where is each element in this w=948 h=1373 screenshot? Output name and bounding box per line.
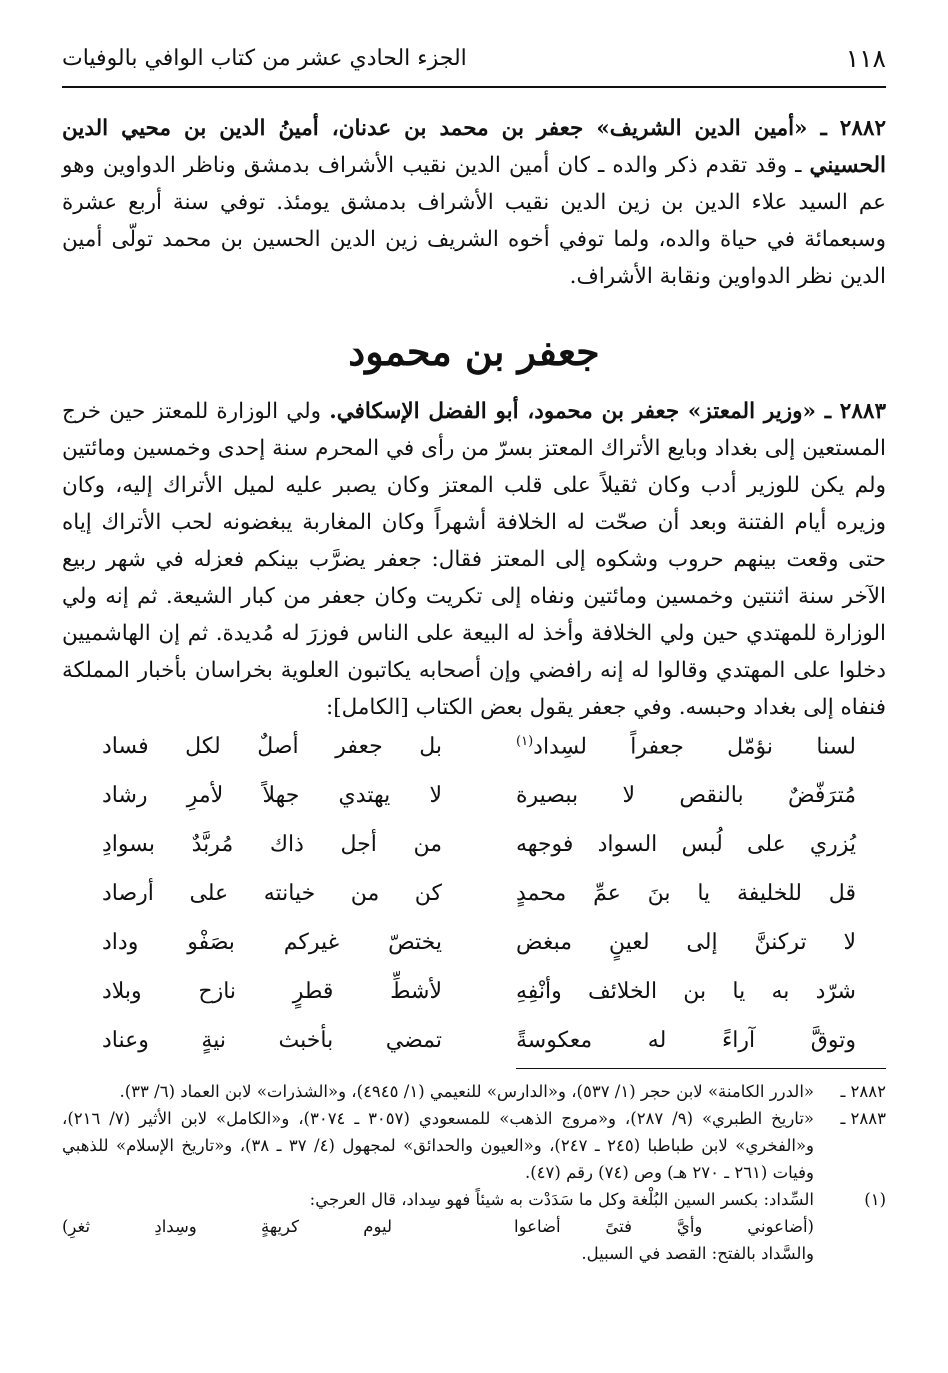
footnote-1 (62, 1186, 886, 1213)
footnote-label: (١) (864, 1190, 886, 1209)
entry-2883-number: ٢٨٨٣ (839, 399, 886, 424)
verse-second-hemistich: من أجل ذاك مُربَّدٌ بسوادِ (102, 832, 442, 857)
footnote-closing-text: والسَّداد بالفتح: القصد في السبيل. (581, 1244, 814, 1263)
verse-second-hemistich: يختصّ غيركم بصَفْو وداد (102, 930, 442, 955)
section-title: جعفر بن محمود (348, 329, 600, 374)
verse-second-hemistich: لأشطِّ قطرٍ نازح وبلاد (102, 979, 442, 1004)
poem (62, 724, 886, 1067)
footnote-verse-first: (أضاعوني وأيَّ فتىً أضاعوا (514, 1217, 814, 1236)
footnote-text: «تاريخ الطبري» (٩/ ٢٨٧)، و«مروج الذهب» للمسعودي (٣٠٥٧ ـ ٣٠٧٤)، و«الكامل» لابن الأثير (٧/ ٢١٦)، و«الفخري» لابن طباطبا (٢٤٥ ـ ٢٤٧)، و«العيون والحدائق» لمجهول (٤/ ٣٧ ـ ٣٨)، و«تاريخ الإسلام» للذهبي وفيات (٢٦١ ـ ٢٧٠ هـ) وص (٧٤) رقم (٤٧). (62, 1109, 815, 1182)
verse-second-hemistich: تمضي بأخبث نيةٍ وعناد (102, 1028, 442, 1053)
entry-2882-text: ـ وقد تقدم ذكر والده ـ كان أمين الدين نقيب الأشراف بدمشق وناظر الدواوين وهو عم السيد علاء الدين بن زين الدين نقيب الأشراف بدمشق يومئذ. توفي سنة أربع عشرة وسبعمائة في حياة والده، ولما توفي أخوه الشريف زين الدين الحسين بن محمد تولّى أمين الدين نظر الدواوين ونقابة الأشراف. (62, 153, 886, 289)
entry-2882: ٢٨٨٢ ـ «أمين الدين الشريف» جعفر بن محمد بن عدنان، أمينُ الدين بن محيي الدين الحسيني ـ وقد تقدم ذكر والده ـ كان أمين الدين نقيب الأشراف بدمشق وناظر الدواوين وهو عم السيد علاء الدين بن زين الدين نقيب الأشراف بدمشق يومئذ. توفي سنة أربع عشرة وسبعمائة في حياة والده، ولما توفي أخوه الشريف زين الدين الحسين بن محمد تولّى أمين الدين نظر الدواوين ونقابة الأشراف. (62, 116, 886, 289)
entry-2883: ٢٨٨٣ ـ «وزير المعتز» جعفر بن محمود، أبو الفضل الإسكافي. ولي الوزارة للمعتز حين خرج المستعين إلى بغداد وبايع الأتراك المعتز بسرّ من رأى في المحرم سنة إحدى وخمسين ومائتين ولم يكن للوزير أدب وكان ثقيلاً على قلب المعتز وكان يصبر عليه لميل الأتراك إليه، وكان وزيره أيام الفتنة وبعد أن صحّت له الخلافة أشهراً وكان المغاربة يبغضونه لحب الأتراك إياه حتى وقعت بينهم حروب وشكوه إلى المعتز فقال: جعفر يضرَّب بينكم فعزله في شهر ربيع الآخر سنة اثنتين وخمسين ومائتين ونفاه إلى تكريت وكان جعفر من كبار الشيعة. ثم إنه ولي الوزارة للمهتدي حين ولي الخلافة وأخذ له البيعة على الناس فوزرَ له مُديدة. ثم إن الهاشميين دخلوا على المهتدي وقالوا له إنه رافضي وإن أصحابه يكاتبون العلوية بخراسان بأخبار المملكة فنفاه إلى بغداد وحبسه. وفي جعفر يقول بعض الكتاب [الكامل]: (62, 399, 886, 720)
header-rule (62, 86, 886, 88)
footnote-verse (62, 1213, 886, 1240)
poem-verse (62, 773, 886, 822)
footnote-closing (62, 1240, 886, 1267)
footnote-label: ٢٨٨٣ ـ (840, 1109, 886, 1128)
footnote-label: ٢٨٨٢ ـ (840, 1082, 886, 1101)
poem-verse (62, 920, 886, 969)
footnote-rule (516, 1068, 886, 1069)
page-header (62, 40, 886, 80)
footnote-verse-second: ليوم كريهةٍ وسِدادِ ثغرِ) (62, 1217, 392, 1236)
entry-2882-heading: «أمين الدين الشريف» جعفر بن محمد بن عدنان، أمينُ الدين بن محيي الدين الحسيني (62, 116, 886, 178)
verse-second-hemistich: بل جعفر أصلٌ لكل فساد (102, 734, 442, 759)
poem-verse (62, 969, 886, 1018)
verse-first-hemistich: مُترَفّضٌ بالنقص لا ببصيرة (516, 783, 856, 808)
footnote-text: «الدرر الكامنة» لابن حجر (١/ ٥٣٧)، و«الدارس» للنعيمي (١/ ٤٩٤٥)، و«الشذرات» لابن العماد (٦/ ٣٣). (119, 1082, 814, 1101)
verse-first-hemistich: شرّد به يا بن الخلائف وأنْفِهِ (516, 979, 856, 1004)
poem-verse (62, 822, 886, 871)
poem-verse (62, 1018, 886, 1067)
footnote-2883 (62, 1105, 886, 1186)
verse-second-hemistich: لا يهتدي جهلاً لأمرِ رشاد (102, 783, 442, 808)
footnote-2882 (62, 1078, 886, 1105)
footnote-ref[interactable]: (١) (516, 734, 534, 749)
verse-first-hemistich: وتوقَّ آراءً له معكوسةً (516, 1028, 856, 1053)
poem-verse (62, 871, 886, 920)
footnote-text: السِّداد: بكسر السين البُلْغة وكل ما سَدَدْت به شيئاً فهو سِداد، قال العرجي: (309, 1190, 814, 1209)
poem-verse (62, 724, 886, 773)
verse-first-hemistich: يُزري على لُبس السواد فوجهه (516, 832, 856, 857)
footnotes (62, 1078, 886, 1267)
verse-first-hemistich: لا تركننَّ إلى لعينٍ مبغض (516, 930, 856, 955)
verse-first-hemistich: قل للخليفة يا بنَ عمِّ محمدٍ (516, 881, 856, 906)
entry-2882-number: ٢٨٨٢ (839, 116, 886, 141)
verse-second-hemistich: كن من خيانته على أرصاد (102, 881, 442, 906)
verse-first-hemistich: لسنا نؤمّل جعفراً لسِداد$^{(١)}$ (516, 734, 856, 760)
entry-2883-text: ولي الوزارة للمعتز حين خرج المستعين إلى بغداد وبايع الأتراك المعتز بسرّ من رأى في المحرم سنة إحدى وخمسين ومائتين ولم يكن للوزير أدب وكان ثقيلاً على قلب المعتز وكان يصبر عليه لميل الأتراك إليه، وكان وزيره أيام الفتنة وبعد أن صحّت له الخلافة أشهراً وكان المغاربة يبغضونه لحب الأتراك إياه حتى وقعت بينهم حروب وشكوه إلى المعتز فقال: جعفر يضرَّب بينكم فعزله في شهر ربيع الآخر سنة اثنتين وخمسين ومائتين ونفاه إلى تكريت وكان جعفر من كبار الشيعة. ثم إنه ولي الوزارة للمهتدي حين ولي الخلافة وأخذ له البيعة على الناس فوزرَ له مُديدة. ثم إن الهاشميين دخلوا على المهتدي وقالوا له إنه رافضي وإن أصحابه يكاتبون العلوية بخراسان بأخبار المملكة فنفاه إلى بغداد وحبسه. وفي جعفر يقول بعض الكتاب [الكامل]: (62, 399, 886, 720)
running-title: الجزء الحادي عشر من كتاب الوافي بالوفيات (62, 46, 467, 71)
entry-2883-heading: «وزير المعتز» جعفر بن محمود، أبو الفضل الإسكافي. (329, 399, 816, 424)
page-number: ١١٨ (845, 44, 886, 73)
